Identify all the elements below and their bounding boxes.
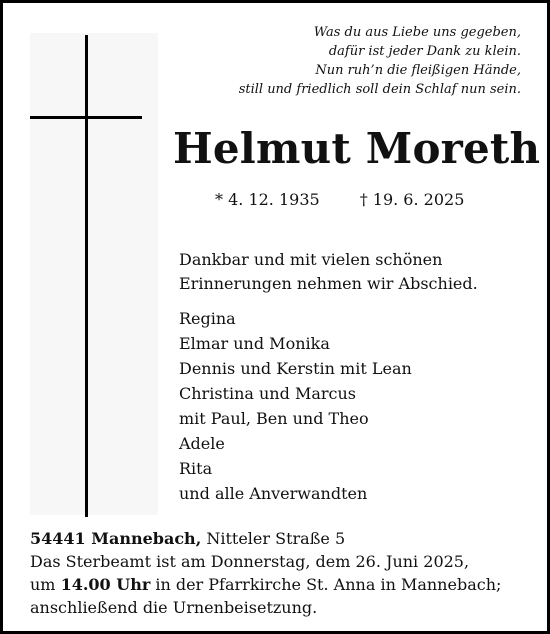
mourner: Dennis und Kerstin mit Lean — [179, 359, 412, 378]
service-time-line — [30, 573, 501, 596]
mourner: Christina und Marcus — [179, 384, 356, 403]
farewell-text — [179, 248, 478, 296]
cross-vertical-bar — [85, 35, 88, 517]
cross-background — [30, 33, 158, 515]
mourner: Adele — [179, 434, 225, 453]
mourner: Rita — [179, 459, 213, 478]
service-time: 14.00 Uhr — [60, 575, 151, 594]
poem-line: Nun ruh’n die fleißigen Hände, — [315, 63, 521, 78]
service-date-line: Das Sterbeamt ist am Donnerstag, dem 26. Juni 2025, — [30, 552, 470, 571]
farewell-line: Erinnerungen nehmen wir Abschied. — [179, 274, 478, 293]
death-date: † 19. 6. 2025 — [359, 190, 465, 209]
funeral-info — [30, 527, 501, 619]
service-location: in der Pfarrkirche St. Anna in Mannebach; — [150, 575, 502, 594]
deceased-name: Helmut Moreth — [173, 124, 541, 173]
life-dates — [215, 190, 464, 209]
address-town: 54441 Mannebach, — [30, 529, 202, 548]
address-line — [30, 527, 501, 550]
mourner: und alle Anverwandten — [179, 484, 368, 503]
poem-line: Was du aus Liebe uns gegeben, — [313, 25, 521, 40]
birth-date: * 4. 12. 1935 — [215, 190, 320, 209]
burial-line: anschließend die Urnenbeisetzung. — [30, 598, 318, 617]
poem-line: still und friedlich soll dein Schlaf nun sein. — [238, 82, 521, 97]
cross-horizontal-bar — [30, 116, 142, 119]
mourners-list — [179, 306, 412, 506]
poem — [239, 23, 521, 99]
mourner: Elmar und Monika — [179, 334, 330, 353]
poem-line: dafür ist jeder Dank zu klein. — [328, 44, 521, 59]
mourner: Regina — [179, 309, 236, 328]
farewell-line: Dankbar und mit vielen schönen — [179, 250, 443, 269]
service-time-prefix: um — [30, 575, 61, 594]
address-street: Nitteler Straße 5 — [201, 529, 346, 548]
mourner: mit Paul, Ben und Theo — [179, 409, 369, 428]
